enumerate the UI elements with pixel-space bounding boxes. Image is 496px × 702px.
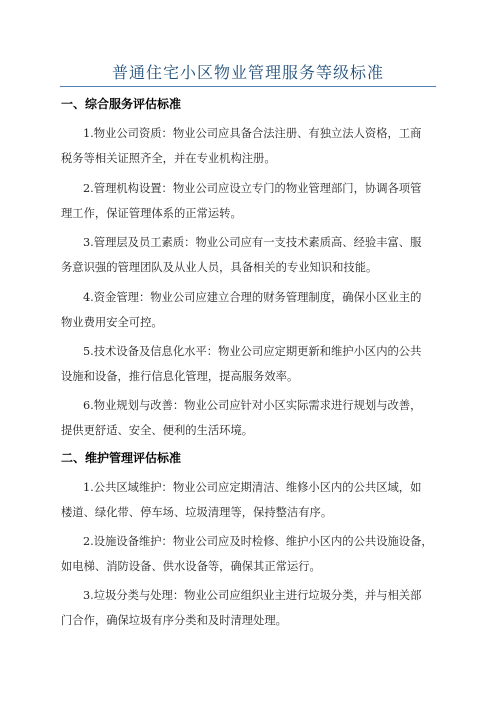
paragraph	[61, 530, 441, 579]
paragraph-line: 理工作，保证管理体系的正常运转。	[61, 206, 242, 220]
section-heading: 二、维护管理评估标准	[61, 451, 182, 465]
paragraph-line: 2.管理机构设置：物业公司应设立专门的物业管理部门，协调各项管	[83, 182, 422, 195]
paragraph	[61, 177, 441, 226]
paragraph-line: 税务等相关证照齐全，并在专业机构注册。	[61, 151, 276, 165]
paragraph	[61, 476, 441, 525]
paragraph-line: 1.物业公司资质：物业公司应具备合法注册、有独立法人资格，工商	[83, 127, 422, 140]
paragraph-line: 3.垃圾分类与处理：物业公司应组织业主进行垃圾分类，并与相关部	[83, 589, 422, 602]
paragraph-line: 设施和设备，推行信息化管理，提高服务效率。	[61, 369, 299, 383]
paragraph-line: 务意识强的管理团队及从业人员，具备相关的专业知识和技能。	[61, 260, 378, 274]
paragraph	[61, 584, 441, 633]
title-divider	[60, 86, 436, 87]
paragraph	[61, 122, 441, 171]
paragraph-line: 2.设施设备维护：物业公司应及时检修、维护小区内的公共设施设备，	[83, 535, 433, 548]
paragraph-line: 物业费用安全可控。	[61, 315, 163, 329]
paragraph	[61, 394, 441, 443]
paragraph-line: 1.公共区域维护：物业公司应定期清洁、维修小区内的公共区域，如	[83, 481, 422, 494]
paragraph	[61, 340, 441, 389]
page-title: 普通住宅小区物业管理服务等级标准	[111, 63, 384, 82]
paragraph-line: 门合作，确保垃圾有序分类和及时清理处理。	[61, 613, 287, 627]
paragraph-line: 5.技术设备及信息化水平：物业公司应定期更新和维护小区内的公共	[83, 345, 422, 358]
paragraph	[61, 286, 441, 335]
paragraph-line: 3.管理层及员工素质：物业公司应有一支技术素质高、经验丰富、服	[83, 236, 422, 249]
paragraph-line: 提供更舒适、安全、便利的生活环境。	[61, 423, 254, 437]
paragraph-line: 4.资金管理：物业公司应建立合理的财务管理制度，确保小区业主的	[83, 291, 422, 304]
paragraph	[61, 231, 441, 280]
section-heading: 一、综合服务评估标准	[61, 97, 182, 111]
paragraph-line: 如电梯、消防设备、供水设备等，确保其正常运行。	[61, 559, 321, 573]
paragraph-line: 楼道、绿化带、停车场、垃圾清理等，保持整洁有序。	[61, 505, 333, 519]
paragraph-line: 6.物业规划与改善：物业公司应针对小区实际需求进行规划与改善，	[83, 399, 422, 412]
